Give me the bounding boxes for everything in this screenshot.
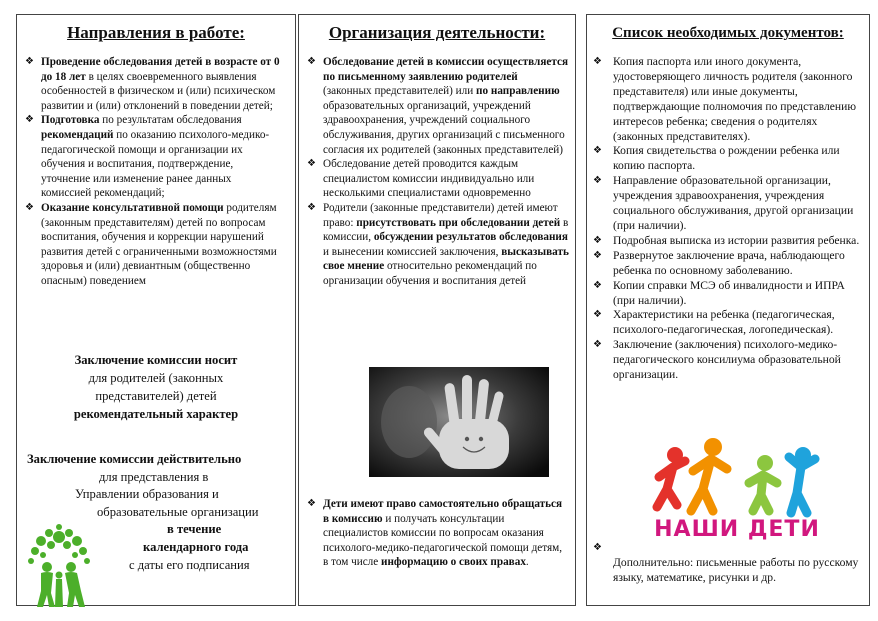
- document-item: [593, 338, 863, 383]
- list-item: [25, 113, 283, 201]
- directions-list: [25, 55, 283, 289]
- document-text: Копия паспорта или иного документа, удостоверяющего личность родителя (законного представителя) или иные документы, подтверждающие полномочия по представлению интересов ребенка; сведения о родителях (законных представителях).: [613, 55, 857, 143]
- list-item: [25, 201, 283, 289]
- item-text: образовательных организаций, учреждений здравоохранения, учреждений социального обслуживания, других организаций с письменного согласия их родителей (законных представителей): [323, 99, 565, 156]
- item-text: и вынесении комиссией заключения,: [323, 245, 502, 258]
- item-text: присутствовать при обследовании детей: [356, 216, 561, 229]
- panel-title: Организация деятельности:: [328, 23, 546, 42]
- diamond-dots-bullet-icon: ❖: [593, 249, 602, 261]
- item-text: .: [525, 556, 529, 569]
- panel-organization: [298, 14, 576, 606]
- list-item: [307, 201, 569, 289]
- diamond-dots-bullet-icon: ❖: [307, 201, 316, 213]
- document-text: Копия свидетельства о рождении ребенка или копию паспорта.: [613, 144, 840, 173]
- item-text: высказывать свое мнение: [323, 245, 569, 273]
- document-item: [593, 279, 863, 309]
- item-text: и получать консультации специалистов комиссии по вопросам оказания психолого-медико-педагогической помощи детям, в том числе: [323, 512, 563, 569]
- item-text: Оказание консультативной помощи: [41, 201, 224, 214]
- item-text: обсуждении результатов обследования: [373, 231, 568, 244]
- diamond-dots-bullet-icon: ❖: [593, 175, 602, 187]
- document-item: [593, 174, 863, 234]
- validity-line: для представления в: [99, 469, 209, 484]
- diamond-dots-bullet-icon: ❖: [593, 542, 602, 553]
- logo-text: НАШИ ДЕТИ: [654, 517, 820, 542]
- validity-line: в течение: [167, 522, 222, 537]
- document-text: Развернутое заключение врача, наблюдающего ребенка по основному заболеванию.: [613, 248, 845, 277]
- list-item: [307, 157, 569, 201]
- document-text: Копии справки МСЭ об инвалидности и ИПРА (при наличии).: [613, 278, 845, 307]
- list-item: [307, 55, 569, 157]
- item-text: родителям (законным представителям) детей по вопросам воспитания, обучения и коррекции нарушений развития детей с ограниченными возможностями здоровья и (или) девиантным (общественно опасным) поведением: [41, 201, 277, 287]
- item-text: Обследование детей в комиссии осуществляется по письменному заявлению родителей: [323, 56, 569, 83]
- document-text: Заключение (заключения) психолого-медико-педагогического консилиума образовательной организации.: [613, 338, 841, 382]
- item-text: относительно рекомендаций по организации обучения и воспитания детей: [323, 260, 537, 287]
- conclusion-line: Заключение комиссии носит: [74, 353, 238, 367]
- diamond-dots-bullet-icon: ❖: [593, 145, 602, 157]
- document-item: [593, 55, 863, 144]
- diamond-dots-bullet-icon: ❖: [307, 56, 316, 67]
- diamond-dots-bullet-icon: ❖: [25, 56, 34, 67]
- document-item: [593, 249, 863, 279]
- validity-line: с даты его подписания: [129, 557, 250, 572]
- document-item: [593, 308, 863, 338]
- item-text: Проведение обследования детей в возрасте от 0 до 18 лет: [41, 56, 280, 83]
- diamond-dots-bullet-icon: ❖: [593, 279, 602, 291]
- validity-line: образовательные организации: [97, 504, 259, 519]
- conclusion-line: для родителей (законных: [88, 371, 224, 385]
- item-text: Подготовка: [41, 114, 100, 127]
- validity-line: Управлении образования и: [75, 487, 219, 502]
- diamond-dots-bullet-icon: ❖: [593, 339, 602, 351]
- nashi-deti-logo: [637, 437, 837, 547]
- document-item: [593, 144, 863, 174]
- diamond-dots-bullet-icon: ❖: [593, 234, 602, 246]
- item-text: в комиссии,: [323, 216, 569, 244]
- diamond-dots-bullet-icon: ❖: [593, 309, 602, 321]
- diamond-dots-bullet-icon: ❖: [307, 158, 316, 170]
- organization-list: [307, 55, 569, 289]
- conclusion-line: рекомендательный характер: [73, 407, 239, 421]
- panel-title: Список необходимых документов:: [612, 25, 844, 41]
- documents-list: [593, 55, 863, 383]
- item-text: (законных представителей) или: [323, 85, 477, 98]
- validity-line: Заключение комиссии действительно: [27, 452, 242, 466]
- item-text: по оказанию психолого-медико-педагогической помощи и организации их обучения и воспитания, подтверждение, уточнение или изменение ранее данных комиссией рекомендаций;: [41, 128, 270, 200]
- additional-documents: [593, 539, 863, 585]
- item-text: информацию о своих правах: [381, 556, 526, 569]
- list-item: [25, 55, 283, 113]
- item-text: в целях своевременного выявления особенностей в физическом и (или) психическом развитии и (или) отклонений в поведении детей;: [41, 70, 276, 112]
- item-text: Обследование детей проводится каждым специалистом комиссии индивидуально или несколькими специалистами одновременно: [323, 158, 535, 200]
- panel-directions: [16, 14, 296, 606]
- conclusion-recommendation: [27, 351, 285, 423]
- children-rights-item: [307, 497, 569, 570]
- panel-title: Направления в работе:: [67, 23, 245, 42]
- item-text: Родители (законные представители) детей имеют право:: [323, 201, 558, 229]
- item-text: Дети имеют право самостоятельно обращаться в комиссию: [323, 498, 563, 525]
- validity-line: календарного года: [143, 539, 249, 554]
- family-tree-icon: [23, 523, 95, 609]
- diamond-dots-bullet-icon: ❖: [25, 201, 34, 213]
- document-item: [593, 234, 863, 249]
- item-text: рекомендаций: [41, 128, 114, 141]
- item-text: по результатам обследования: [99, 114, 242, 127]
- diamond-dots-bullet-icon: ❖: [593, 56, 602, 67]
- document-text: Направление образовательной организации, учреждения здравоохранения, учреждения социального обслуживания, другой организации (при наличии).: [613, 174, 854, 232]
- diamond-dots-bullet-icon: ❖: [307, 498, 316, 509]
- conclusion-line: представителей) детей: [95, 389, 217, 403]
- diamond-dots-bullet-icon: ❖: [25, 114, 34, 126]
- document-text: Подробная выписка из истории развития ребенка.: [613, 233, 860, 247]
- document-text: Характеристики на ребенка (педагогическая, психолого-педагогическая, логопедическая).: [613, 308, 835, 337]
- child-hand-photo: [369, 367, 549, 477]
- list-item: [307, 497, 569, 570]
- item-text: по направлению: [476, 85, 560, 98]
- additional-text: Дополнительно: письменные работы по русскому языку, математике, рисунки и др.: [613, 556, 859, 584]
- panel-documents: [586, 14, 870, 606]
